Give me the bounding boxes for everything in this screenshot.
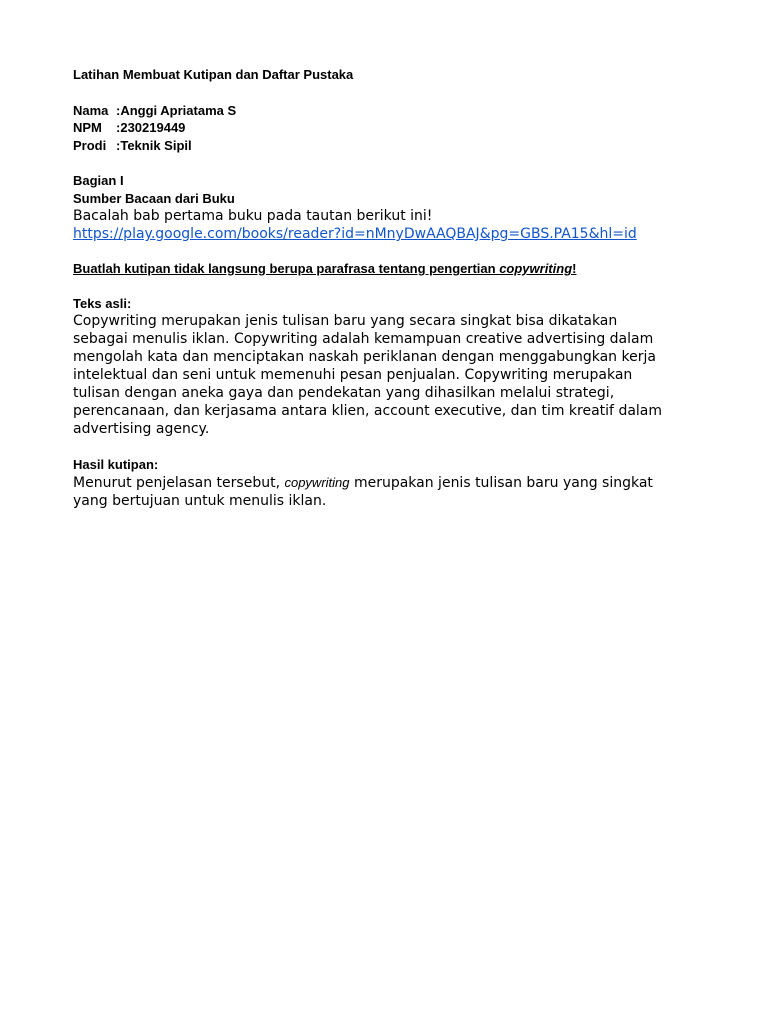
name-separator: : — [116, 102, 121, 118]
task-instruction — [73, 260, 683, 278]
original-text-line: tulisan dengan aneka gaya dan pendekatan yang dihasilkan melalui strategi, — [73, 385, 615, 401]
result-label: Hasil kutipan: — [73, 457, 159, 472]
original-text-line: advertising agency. — [73, 421, 210, 437]
task-text-after: ! — [572, 261, 577, 276]
document-title: Latihan Membuat Kutipan dan Daftar Pustaka — [73, 67, 354, 82]
npm-value: 230219449 — [120, 120, 186, 135]
original-text-paragraph — [73, 312, 683, 438]
original-text-line: mengolah kata dan menciptakan naskah periklanan dengan menggabungkan kerja — [73, 349, 656, 365]
name-label: Nama — [73, 102, 109, 118]
book-link-line — [73, 225, 683, 243]
name-value: Anggi Apriatama S — [120, 102, 237, 118]
spacer — [73, 278, 683, 295]
original-text-label: Teks asli: — [73, 295, 132, 311]
prodi-row — [73, 137, 683, 155]
prodi-value: Teknik Sipil — [120, 137, 192, 153]
npm-label: NPM — [73, 120, 102, 135]
book-link[interactable]: https://play.google.com/books/reader?id=nMnyDwAAQBAJ&pg=GBS.PA15&hl=id — [73, 226, 637, 242]
npm-separator: : — [116, 120, 121, 135]
result-paragraph — [73, 474, 683, 510]
result-line-2: yang bertujuan untuk menulis iklan. — [73, 492, 327, 509]
section-heading: Bagian I — [73, 173, 124, 188]
prodi-label: Prodi — [73, 137, 107, 153]
spacer — [73, 438, 683, 456]
original-text-line: perencanaan, dan kerjasama antara klien, account executive, dan tim kreatif dalam — [73, 403, 663, 419]
result-text-before: Menurut penjelasan tersebut, — [73, 474, 285, 491]
result-text-italic: copywriting — [284, 474, 350, 490]
result-line-1 — [73, 474, 683, 492]
spacer — [73, 154, 683, 172]
reading-instruction: Bacalah bab pertama buku pada tautan berikut ini! — [73, 208, 433, 224]
spacer — [73, 243, 683, 260]
result-text-after: merupakan jenis tulisan baru yang singkat — [349, 474, 653, 491]
original-text-line: sebagai menulis iklan. Copywriting adalah kemampuan creative advertising dalam — [73, 331, 654, 347]
npm-row — [73, 119, 683, 137]
task-text-before: Buatlah kutipan tidak langsung berupa parafrasa tentang pengertian — [73, 261, 500, 276]
prodi-separator: : — [116, 137, 121, 153]
task-text-italic: copywriting — [499, 261, 573, 276]
original-text-line: Copywriting merupakan jenis tulisan baru yang secara singkat bisa dikatakan — [73, 313, 618, 329]
section-subheading: Sumber Bacaan dari Buku — [73, 190, 235, 206]
original-text-line: intelektual dan seni untuk memenuhi pesan penjualan. Copywriting merupakan — [73, 367, 633, 383]
name-row — [73, 102, 683, 120]
document-content — [73, 66, 683, 510]
spacer — [73, 84, 683, 102]
